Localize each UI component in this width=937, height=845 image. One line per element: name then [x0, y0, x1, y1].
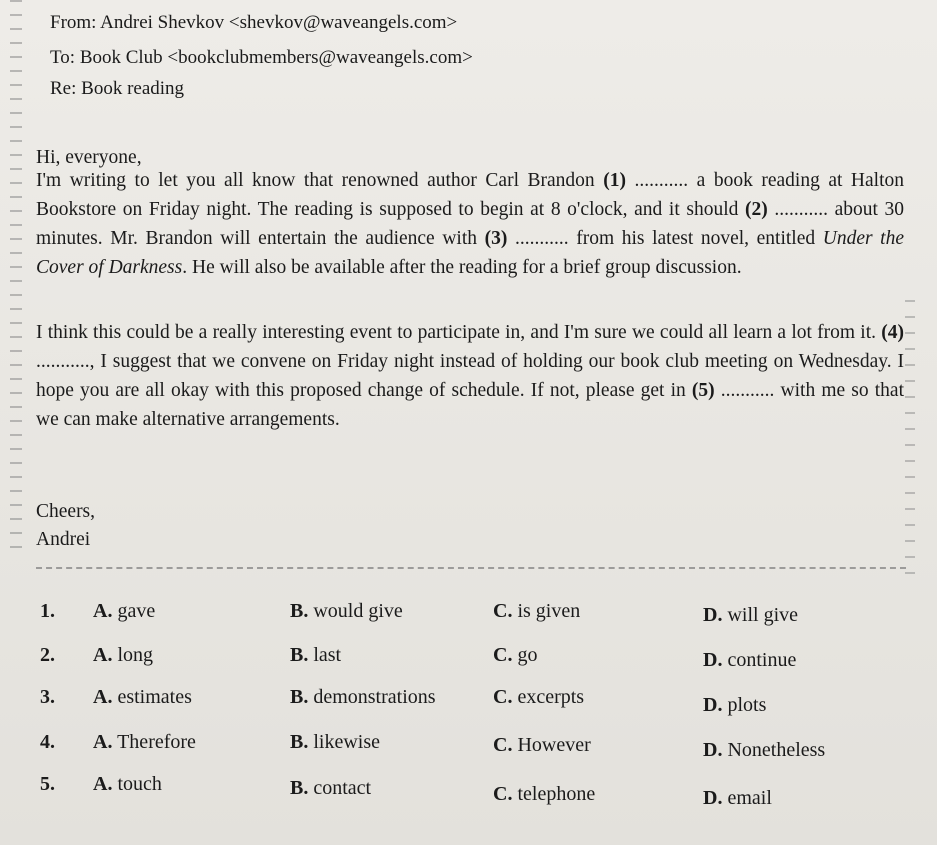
option-c	[493, 644, 537, 667]
sign-off: Cheers,	[36, 501, 96, 522]
option-d	[703, 649, 796, 672]
option-text: last	[313, 644, 342, 666]
question-number: 2.	[40, 644, 55, 666]
question-number: 3.	[40, 686, 55, 708]
right-dashed-margin	[905, 300, 915, 580]
option-b	[290, 644, 341, 667]
blank-4: ...........	[36, 351, 90, 372]
option-letter: A.	[93, 600, 113, 622]
question-number: 1.	[40, 600, 55, 622]
subject-value: Book reading	[81, 78, 185, 99]
p2-text-c: with me so that we can make alternative arrangements.	[36, 380, 905, 430]
option-text: Nonetheless	[727, 739, 826, 761]
option-letter: A.	[93, 686, 113, 708]
option-a	[93, 686, 192, 709]
paragraph-1	[36, 166, 904, 282]
blank-number-3: (3)	[484, 228, 508, 249]
blank-number-4: (4)	[881, 322, 904, 343]
option-d	[703, 787, 772, 810]
option-letter: D.	[703, 604, 723, 626]
option-text: email	[727, 787, 772, 809]
question-number: 5.	[40, 773, 55, 795]
option-text: contact	[313, 777, 372, 799]
option-d	[703, 694, 766, 717]
p1-text-d: about 30 minutes. Mr. Brandon will entertain the audience with	[36, 199, 905, 249]
left-dashed-margin	[10, 0, 22, 560]
from-label: From:	[50, 12, 97, 33]
blank-number-2: (2)	[744, 199, 768, 220]
blank-number-1: (1)	[603, 170, 626, 191]
section-divider	[36, 567, 906, 569]
option-letter: B.	[290, 644, 309, 666]
question-row	[0, 773, 937, 809]
option-text: go	[517, 644, 538, 666]
option-d	[703, 739, 825, 762]
option-letter: C.	[493, 734, 513, 756]
option-b	[290, 731, 380, 754]
option-letter: D.	[703, 694, 723, 716]
option-text: Therefore	[117, 731, 196, 753]
option-text: estimates	[117, 686, 192, 708]
email-to-line	[50, 47, 473, 69]
to-label: To:	[50, 47, 76, 68]
option-letter: A.	[93, 773, 113, 795]
novel-title: Under the Cover of Darkness	[36, 228, 905, 278]
question-row	[0, 686, 937, 716]
option-text: likewise	[313, 731, 380, 753]
option-letter: B.	[290, 600, 309, 622]
option-d	[703, 604, 798, 627]
option-text: However	[517, 734, 591, 756]
option-text: continue	[727, 649, 797, 671]
option-letter: B.	[290, 686, 309, 708]
blank-number-5: (5)	[691, 380, 715, 401]
option-text: excerpts	[517, 686, 585, 708]
p1-text-c: a book reading at Halton Bookstore on Friday night. The reading is supposed to begin at 8 o'clock, and it should	[36, 170, 905, 220]
option-text: plots	[727, 694, 767, 716]
option-b	[290, 686, 436, 709]
option-letter: B.	[290, 731, 309, 753]
option-c	[493, 600, 580, 623]
option-letter: B.	[290, 777, 309, 799]
p2-text-a: I think this could be a really interesting event to participate in, and I'm sure we could all learn a lot from it.	[36, 322, 882, 343]
option-c	[493, 783, 595, 806]
blank-5: ...........	[714, 380, 781, 401]
blank-2: ...........	[767, 199, 835, 220]
from-value: Andrei Shevkov <shevkov@waveangels.com>	[100, 12, 458, 33]
option-a	[93, 600, 155, 623]
p2-text-b: , I suggest that we convene on Friday night instead of holding our book club meeting on Wednesday. I hope you are all okay with this proposed change of schedule. If not, please get in	[36, 351, 904, 401]
to-value: Book Club <bookclubmembers@waveangels.com>	[79, 47, 473, 68]
option-letter: D.	[703, 649, 723, 671]
option-b	[290, 777, 371, 800]
greeting: Hi, everyone,	[36, 147, 142, 168]
question-row	[0, 600, 937, 630]
paragraph-2	[36, 318, 904, 434]
option-text: is given	[517, 600, 581, 622]
option-letter: A.	[93, 644, 113, 666]
option-text: would give	[313, 600, 403, 622]
blank-1: ...........	[625, 170, 697, 191]
option-text: will give	[727, 604, 798, 626]
question-number: 4.	[40, 731, 55, 753]
option-text: gave	[117, 600, 156, 622]
option-text: touch	[117, 773, 162, 795]
question-row	[0, 644, 937, 674]
option-letter: A.	[93, 731, 113, 753]
email-from-line	[50, 12, 457, 34]
signature: Andrei	[36, 529, 91, 550]
blank-3: ...........	[507, 228, 577, 249]
option-letter: C.	[493, 686, 513, 708]
option-text: demonstrations	[313, 686, 436, 708]
option-text: telephone	[517, 783, 596, 805]
option-c	[493, 686, 584, 709]
question-row	[0, 731, 937, 761]
option-letter: C.	[493, 783, 513, 805]
email-subject-line	[50, 78, 184, 100]
option-a	[93, 773, 162, 796]
option-letter: D.	[703, 739, 723, 761]
option-c	[493, 734, 591, 757]
option-letter: C.	[493, 644, 513, 666]
option-text: long	[117, 644, 154, 666]
option-letter: C.	[493, 600, 513, 622]
p1-text-a: I'm writing to let you all know that renowned author Carl Brandon	[36, 170, 604, 191]
option-a	[93, 731, 196, 754]
p1-text-f: . He will also be available after the reading for a brief group discussion.	[182, 257, 742, 278]
option-a	[93, 644, 153, 667]
subject-label: Re:	[50, 78, 77, 99]
option-letter: D.	[703, 787, 723, 809]
option-b	[290, 600, 403, 623]
p1-text-e: from his latest novel, entitled	[576, 228, 823, 249]
